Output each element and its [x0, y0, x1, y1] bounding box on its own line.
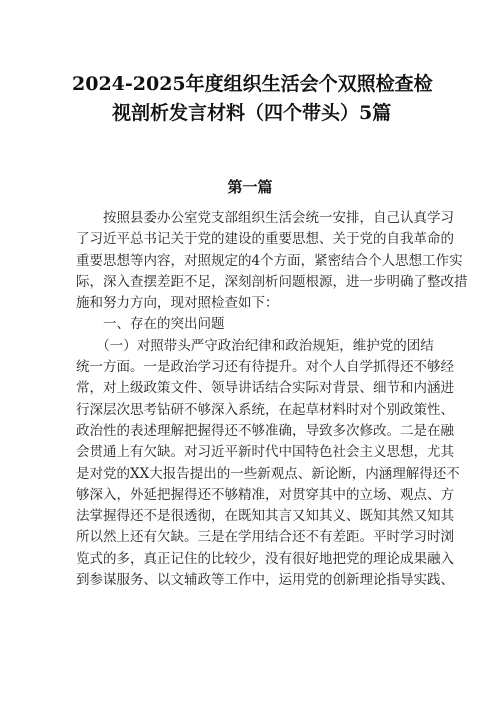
title-line-1: 2024-2025年度组织生活会个双照检查检	[72, 73, 433, 95]
intro-line: 了习近平总书记关于党的建设的重要思想、关于党的自我革命的	[76, 231, 454, 248]
para-line: 所以然上还有欠缺。三是在学用结合还不有差距。平时学习时浏	[76, 529, 454, 546]
intro-line: 际，深入查摆差距不足，深刻剖析问题根源，进一步明确了整改措	[76, 273, 468, 290]
para-line: 到参谋服务、以文辅政等工作中，运用党的创新理论指导实践、	[76, 572, 454, 589]
title-line-2: 视剖析发言材料（四个带头）5篇	[112, 102, 392, 124]
para-line: 够深入，外延把握得还不够精准，对贯穿其中的立场、观点、方	[76, 486, 454, 503]
heading-1: 一、存在的突出问题	[76, 316, 225, 333]
document-title	[60, 70, 440, 128]
para-line: 常，对上级政策文件、领导讲话结合实际对背景、细节和内涵进	[76, 380, 454, 397]
para-line: 是对党的XX大报告提出的一些新观点、新论断，内涵理解得还不	[76, 465, 460, 482]
para-line: （一）对照带头严守政治纪律和政治规矩，维护党的团结	[76, 337, 434, 354]
para-line: 行深层次思考钻研不够深入系统，在起草材料时对个别政策性、	[76, 401, 454, 418]
para-line: 会贯通上有欠缺。对习近平新时代中国特色社会主义思想，尤其	[76, 444, 454, 461]
intro-line: 重要思想等内容，对照规定的4个方面，紧密结合个人思想工作实	[76, 252, 463, 269]
para-line: 统一方面。一是政治学习还有待提升。对个人自学抓得还不够经	[76, 359, 454, 376]
section-heading: 第一篇	[227, 178, 273, 196]
intro-line: 施和努力方向，现对照检查如下：	[76, 295, 279, 312]
intro-line: 按照县委办公室党支部组织生活会统一安排，自己认真学习	[76, 210, 454, 226]
document-body	[76, 208, 468, 591]
para-line: 览式的多，真正记住的比较少，没有很好地把党的理论成果融入	[76, 550, 454, 567]
para-line: 政治性的表述理解把握得还不够准确，导致多次修改。二是在融	[76, 422, 454, 439]
para-line: 法掌握得还不是很透彻，在既知其言又知其义、既知其然又知其	[76, 508, 454, 525]
